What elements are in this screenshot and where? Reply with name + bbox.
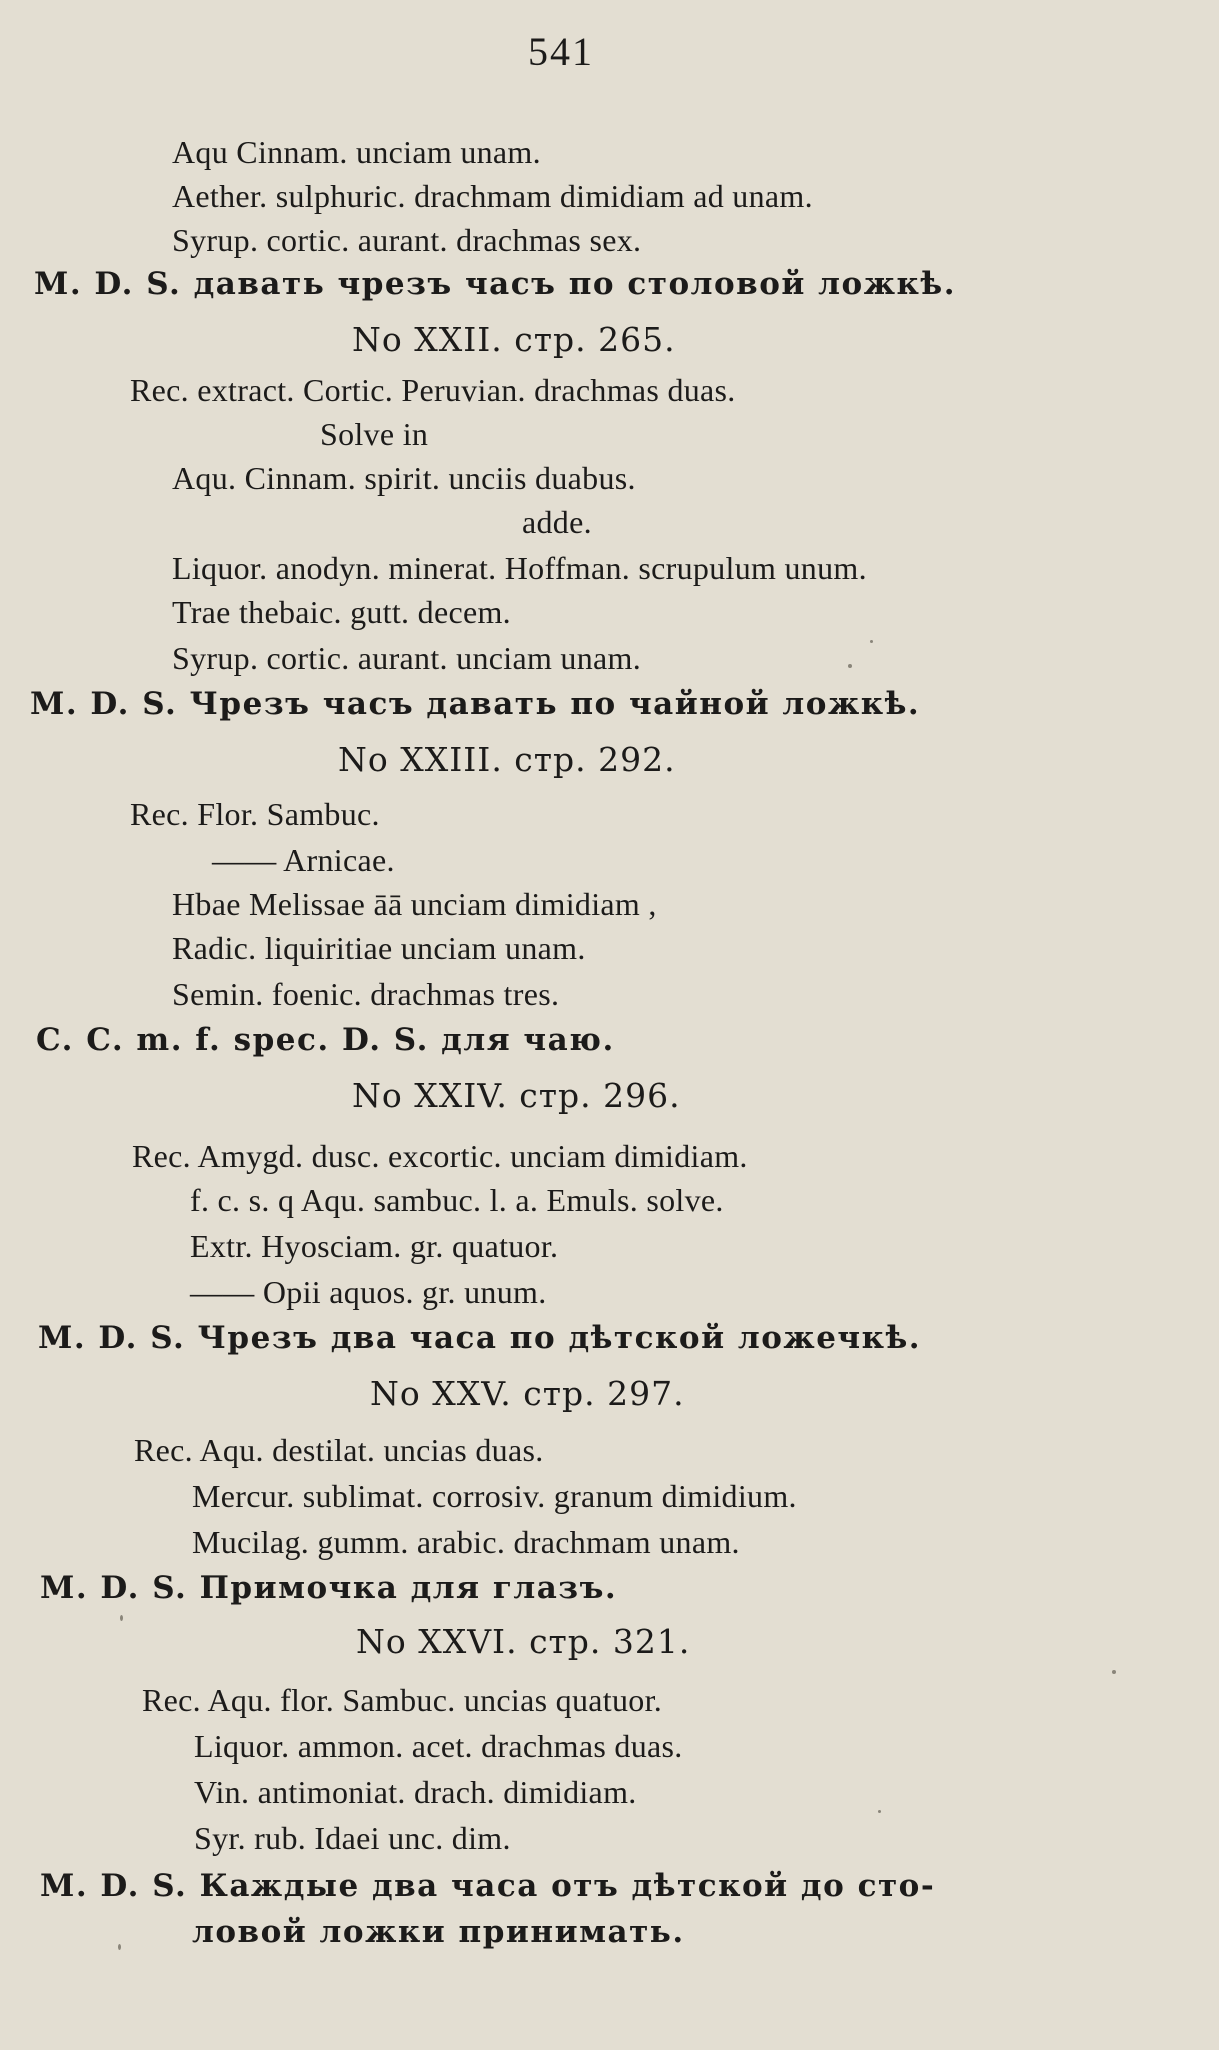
text-line: Solve in — [320, 416, 429, 452]
text-line: adde. — [522, 504, 592, 540]
recipe-heading: No XXV. стр. 297. — [370, 1374, 685, 1413]
text-line: Vin. antimoniat. drach. dimidiam. — [194, 1774, 637, 1810]
text-line: Syr. rub. Idaei unc. dim. — [194, 1820, 511, 1856]
text-line: Rec. extract. Cortic. Peruvian. drachmas duas. — [130, 372, 736, 408]
text-line: Syrup. cortic. aurant. unciam unam. — [172, 640, 642, 676]
text-line: Mucilag. gumm. arabic. drachmam unam. — [192, 1524, 740, 1560]
text-line: Aqu Cinnam. unciam unam. — [172, 134, 541, 170]
text-line: Mercur. sublimat. corrosiv. granum dimidium. — [192, 1478, 797, 1514]
instruction-line: M. D. S. Чрезъ часъ давать по чайной ложкѣ. — [30, 686, 921, 722]
text-line: Hbae Melissae āā unciam dimidiam , — [172, 886, 657, 922]
instruction-line: C. C. m. f. spec. D. S. для чаю. — [36, 1022, 615, 1058]
text-line: Semin. foenic. drachmas tres. — [172, 976, 560, 1012]
recipe-heading: No XXIV. стр. 296. — [352, 1076, 681, 1115]
text-line: —— Opii aquos. gr. unum. — [190, 1274, 547, 1310]
instruction-line: M. D. S. Примочка для глазъ. — [40, 1570, 618, 1606]
text-line: Aether. sulphuric. drachmam dimidiam ad unam. — [172, 178, 813, 214]
paper-speck — [118, 1944, 121, 1950]
text-line: Rec. Flor. Sambuc. — [130, 796, 380, 832]
text-line: Liquor. anodyn. minerat. Hoffman. scrupulum unum. — [172, 550, 867, 586]
recipe-heading: No XXII. стр. 265. — [352, 320, 676, 359]
text-line: Radic. liquiritiae unciam unam. — [172, 930, 586, 966]
text-line: Rec. Aqu. destilat. uncias duas. — [134, 1432, 544, 1468]
paper-speck — [870, 640, 873, 643]
instruction-line: M. D. S. Каждые два часа отъ дѣтской до сто- — [40, 1868, 936, 1904]
text-line: Aqu. Cinnam. spirit. unciis duabus. — [172, 460, 636, 496]
text-line: Trae thebaic. gutt. decem. — [172, 594, 511, 630]
instruction-line: M. D. S. давать чрезъ часъ по столовой ложкѣ. — [34, 266, 956, 302]
paper-speck — [848, 664, 852, 668]
recipe-heading: No XXVI. стр. 321. — [356, 1622, 691, 1661]
instruction-line: M. D. S. Чрезъ два часа по дѣтской ложечкѣ. — [38, 1320, 922, 1356]
text-line: Rec. Aqu. flor. Sambuc. uncias quatuor. — [142, 1682, 663, 1718]
paper-speck — [1112, 1670, 1116, 1674]
page-number: 541 — [528, 29, 594, 74]
text-line: Liquor. ammon. acet. drachmas duas. — [194, 1728, 683, 1764]
text-line: Extr. Hyosciam. gr. quatuor. — [190, 1228, 559, 1264]
paper-speck — [878, 1810, 881, 1813]
text-line: Rec. Amygd. dusc. excortic. unciam dimidiam. — [132, 1138, 748, 1174]
instruction-line: ловой ложки принимать. — [192, 1914, 685, 1950]
paper-speck — [120, 1615, 123, 1621]
text-line: f. c. s. q Aqu. sambuc. l. a. Emuls. solve. — [190, 1182, 724, 1218]
text-line: Syrup. cortic. aurant. drachmas sex. — [172, 222, 642, 258]
recipe-heading: No XXIII. стр. 292. — [338, 740, 676, 779]
text-line: —— Arnicae. — [212, 842, 395, 878]
